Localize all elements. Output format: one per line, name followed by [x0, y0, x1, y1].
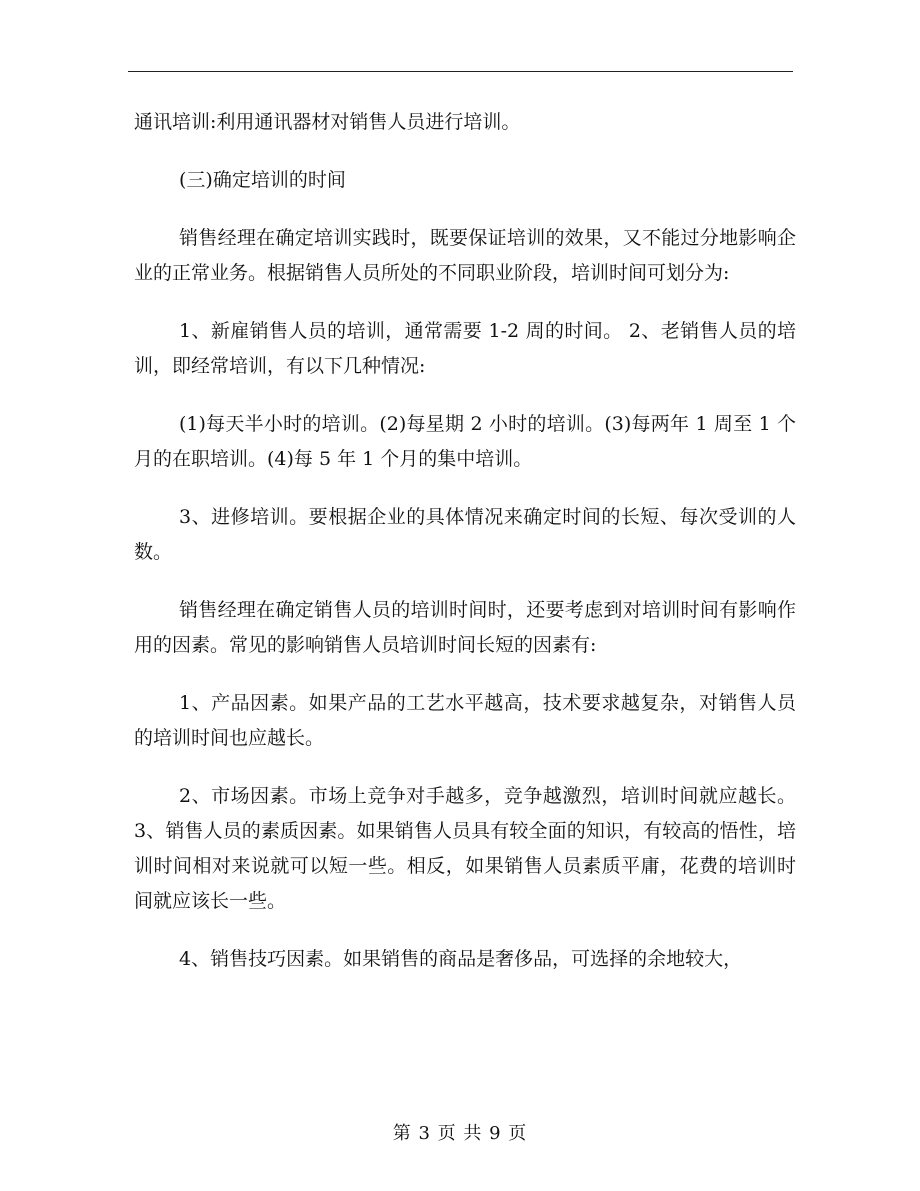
paragraph-market-and-quality-factors: 2、市场因素。市场上竞争对手越多，竞争越激烈，培训时间就应越长。 3、销售人员的素质因素。如果销售人员具有较全面的知识，有较高的悟性，培训时间相对来说就可以短一些。相反，如果销售人员素质平庸，花费的培训时间就应该长一些。: [134, 785, 796, 912]
paragraph-influencing-factors: 销售经理在确定销售人员的培训时间时，还要考虑到对培训时间有影响作用的因素。常见的影响销售人员培训时间长短的因素有:: [134, 599, 796, 656]
paragraph-intro: 销售经理在确定培训实践时，既要保证培训的效果，又不能过分地影响企业的正常业务。根据销售人员所处的不同职业阶段，培训时间可划分为:: [134, 227, 796, 284]
paragraph-comm-training: 通讯培训:利用通讯器材对销售人员进行培训。: [134, 111, 521, 133]
paragraph-new-and-old-staff: 1、新雇销售人员的培训，通常需要 1-2 周的时间。 2、老销售人员的培训，即经常培训，有以下几种情况:: [134, 320, 796, 377]
paragraph-sales-skill-factor: 4、销售技巧因素。如果销售的商品是奢侈品，可选择的余地较大，: [179, 948, 743, 970]
page-number: 第 3 页 共 9 页: [392, 1123, 528, 1144]
section-heading-training-time: (三)确定培训的时间: [179, 169, 346, 191]
paragraph-product-factor: 1、产品因素。如果产品的工艺水平越高，技术要求越复杂，对销售人员的培训时间也应越长。: [134, 692, 796, 749]
paragraph-advanced-training: 3、进修培训。要根据企业的具体情况来确定时间的长短、每次受训的人数。: [134, 506, 796, 563]
document-body: [134, 105, 796, 1000]
header-rule: [128, 71, 793, 72]
paragraph-training-schedule: (1)每天半小时的培训。(2)每星期 2 小时的培训。(3)每两年 1 周至 1 个月的在职培训。(4)每 5 年 1 个月的集中培训。: [134, 413, 796, 470]
